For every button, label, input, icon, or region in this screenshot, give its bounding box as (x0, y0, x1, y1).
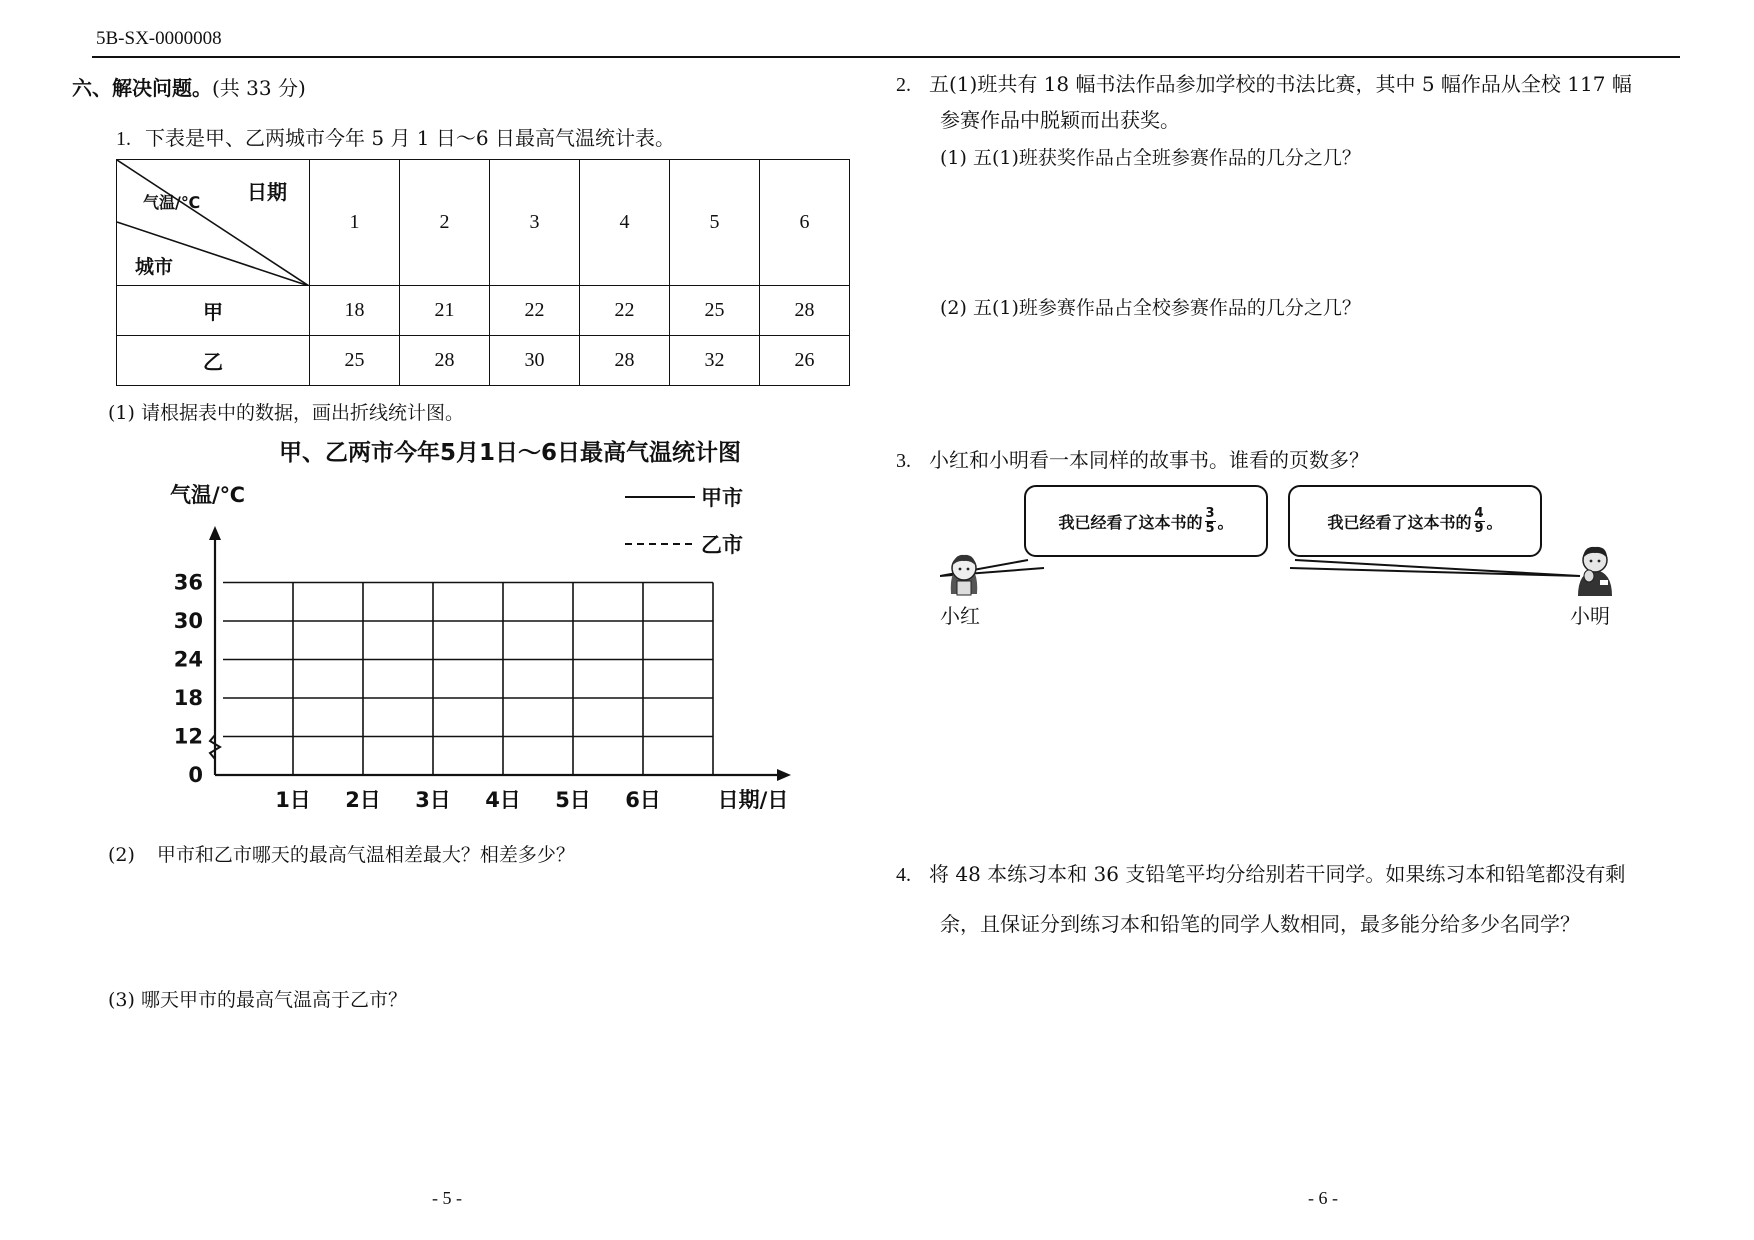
day-header: 4 (580, 160, 670, 286)
q1-part2 (108, 840, 575, 867)
q4-text-line2: 余，且保证分到练习本和铅笔的同学人数相同，最多能分给多少名同学？ (940, 912, 1580, 936)
section-heading (72, 72, 306, 101)
day-header: 1 (310, 160, 400, 286)
y-axis-arrow (209, 526, 221, 540)
xiaoming-fraction (1474, 507, 1485, 536)
table-cell: 18 (310, 286, 400, 336)
y-tick-label: 36 (173, 570, 203, 595)
xiaohong-speech-bubble (1024, 485, 1268, 557)
xiaoming-speech-bubble (1288, 485, 1542, 557)
xiaoming-name: 小明 (1570, 604, 1610, 628)
city-cell: 甲 (117, 286, 310, 336)
q1-part2-number: (2) (108, 844, 135, 866)
xiaoming-speech-end: 。 (1486, 512, 1503, 532)
page-number-left: - 5 - (432, 1188, 462, 1208)
q2-part1: (1) 五(1)班获奖作品占全班参赛作品的几分之几？ (940, 147, 1361, 169)
x-axis-arrow (777, 769, 791, 781)
xiaohong-speech-text: 我已经看了这本书的 (1058, 512, 1203, 532)
fraction-numerator: 4 (1474, 505, 1484, 521)
x-tick-label: 3日 (415, 788, 451, 812)
x-tick-label: 6日 (625, 788, 661, 812)
q3-stem (896, 444, 1369, 473)
q1-text: 下表是甲、乙两城市今年 5 月 1 日～6 日最高气温统计表。 (145, 126, 675, 150)
q1-number: 1. (116, 128, 131, 150)
city-cell: 乙 (117, 336, 310, 386)
boy-figure-icon (1572, 542, 1618, 596)
table-row (117, 286, 850, 336)
q2-part2: (2) 五(1)班参赛作品占全校参赛作品的几分之几？ (940, 297, 1361, 319)
x-tick-label: 2日 (345, 788, 381, 812)
q2-number: 2. (896, 74, 911, 96)
x-tick-label: 5日 (555, 788, 591, 812)
q1-part2-text: 甲市和乙市哪天的最高气温相差最大？相差多少？ (156, 844, 575, 866)
legend-label: 乙市 (701, 533, 743, 557)
corner-city-label: 城市 (135, 256, 174, 278)
header-rule (92, 56, 1680, 58)
day-header: 6 (760, 160, 850, 286)
table-cell: 28 (760, 286, 850, 336)
corner-temp-label: 气温/℃ (143, 193, 201, 212)
corner-date-label: 日期 (247, 180, 287, 204)
x-tick-label: 1日 (275, 788, 311, 812)
table-cell: 30 (490, 336, 580, 386)
table-cell: 26 (760, 336, 850, 386)
y-tick-label: 18 (173, 686, 203, 710)
table-row (117, 336, 850, 386)
y-tick-label: 30 (173, 609, 203, 633)
x-tick-label: 4日 (485, 788, 521, 812)
q3-text: 小红和小明看一本同样的故事书。谁看的页数多？ (929, 448, 1369, 472)
table-cell: 28 (580, 336, 670, 386)
q4-text-line1: 将 48 本练习本和 36 支铅笔平均分给别若干同学。如果练习本和铅笔都没有剩 (929, 862, 1626, 886)
document-code: 5B-SX-0000008 (96, 28, 222, 49)
table-cell: 28 (400, 336, 490, 386)
fraction-numerator: 3 (1205, 505, 1215, 521)
q1-part1: (1) 请根据表中的数据，画出折线统计图。 (108, 402, 464, 424)
chart-xlabel: 日期/日 (717, 788, 789, 812)
section-points: (共 33 分) (212, 76, 306, 100)
q4-line1 (896, 858, 1625, 887)
xiaohong-fraction (1205, 507, 1216, 536)
table-cell: 25 (670, 286, 760, 336)
xiaohong-name: 小红 (940, 604, 980, 628)
legend-label: 甲市 (701, 486, 743, 510)
day-header: 2 (400, 160, 490, 286)
xiaoming-speech-text: 我已经看了这本书的 (1327, 512, 1472, 532)
y-tick-label: 12 (173, 724, 203, 749)
girl-figure-icon (941, 548, 987, 598)
q1-part3: (3) 哪天甲市的最高气温高于乙市？ (108, 989, 407, 1011)
fraction-denominator: 5 (1205, 520, 1215, 536)
section-title: 六、解决问题。 (72, 76, 212, 100)
fraction-denominator: 9 (1474, 520, 1484, 536)
chart-title: 甲、乙两市今年5月1日～6日最高气温统计图 (278, 440, 742, 466)
table-corner-cell (117, 160, 310, 286)
table-cell: 21 (400, 286, 490, 336)
table-cell: 32 (670, 336, 760, 386)
y-tick-label: 24 (173, 647, 203, 672)
temperature-line-chart (160, 440, 800, 810)
table-header-row (117, 160, 850, 286)
q2-text-line1: 五(1)班共有 18 幅书法作品参加学校的书法比赛，其中 5 幅作品从全校 117 幅 (929, 72, 1632, 96)
q2-text-line2: 参赛作品中脱颖而出获奖。 (940, 108, 1180, 132)
day-header: 5 (670, 160, 760, 286)
xiaohong-speech-end: 。 (1217, 512, 1234, 532)
chart-ylabel: 气温/℃ (170, 483, 246, 507)
q1-stem (116, 122, 675, 151)
q2-line1 (896, 68, 1632, 97)
temperature-table (116, 159, 850, 386)
table-cell: 25 (310, 336, 400, 386)
page-number-right: - 6 - (1308, 1188, 1338, 1208)
y-tick-label: 0 (188, 763, 203, 787)
table-cell: 22 (580, 286, 670, 336)
day-header: 3 (490, 160, 580, 286)
table-cell: 22 (490, 286, 580, 336)
q3-number: 3. (896, 450, 911, 472)
q4-number: 4. (896, 864, 911, 886)
